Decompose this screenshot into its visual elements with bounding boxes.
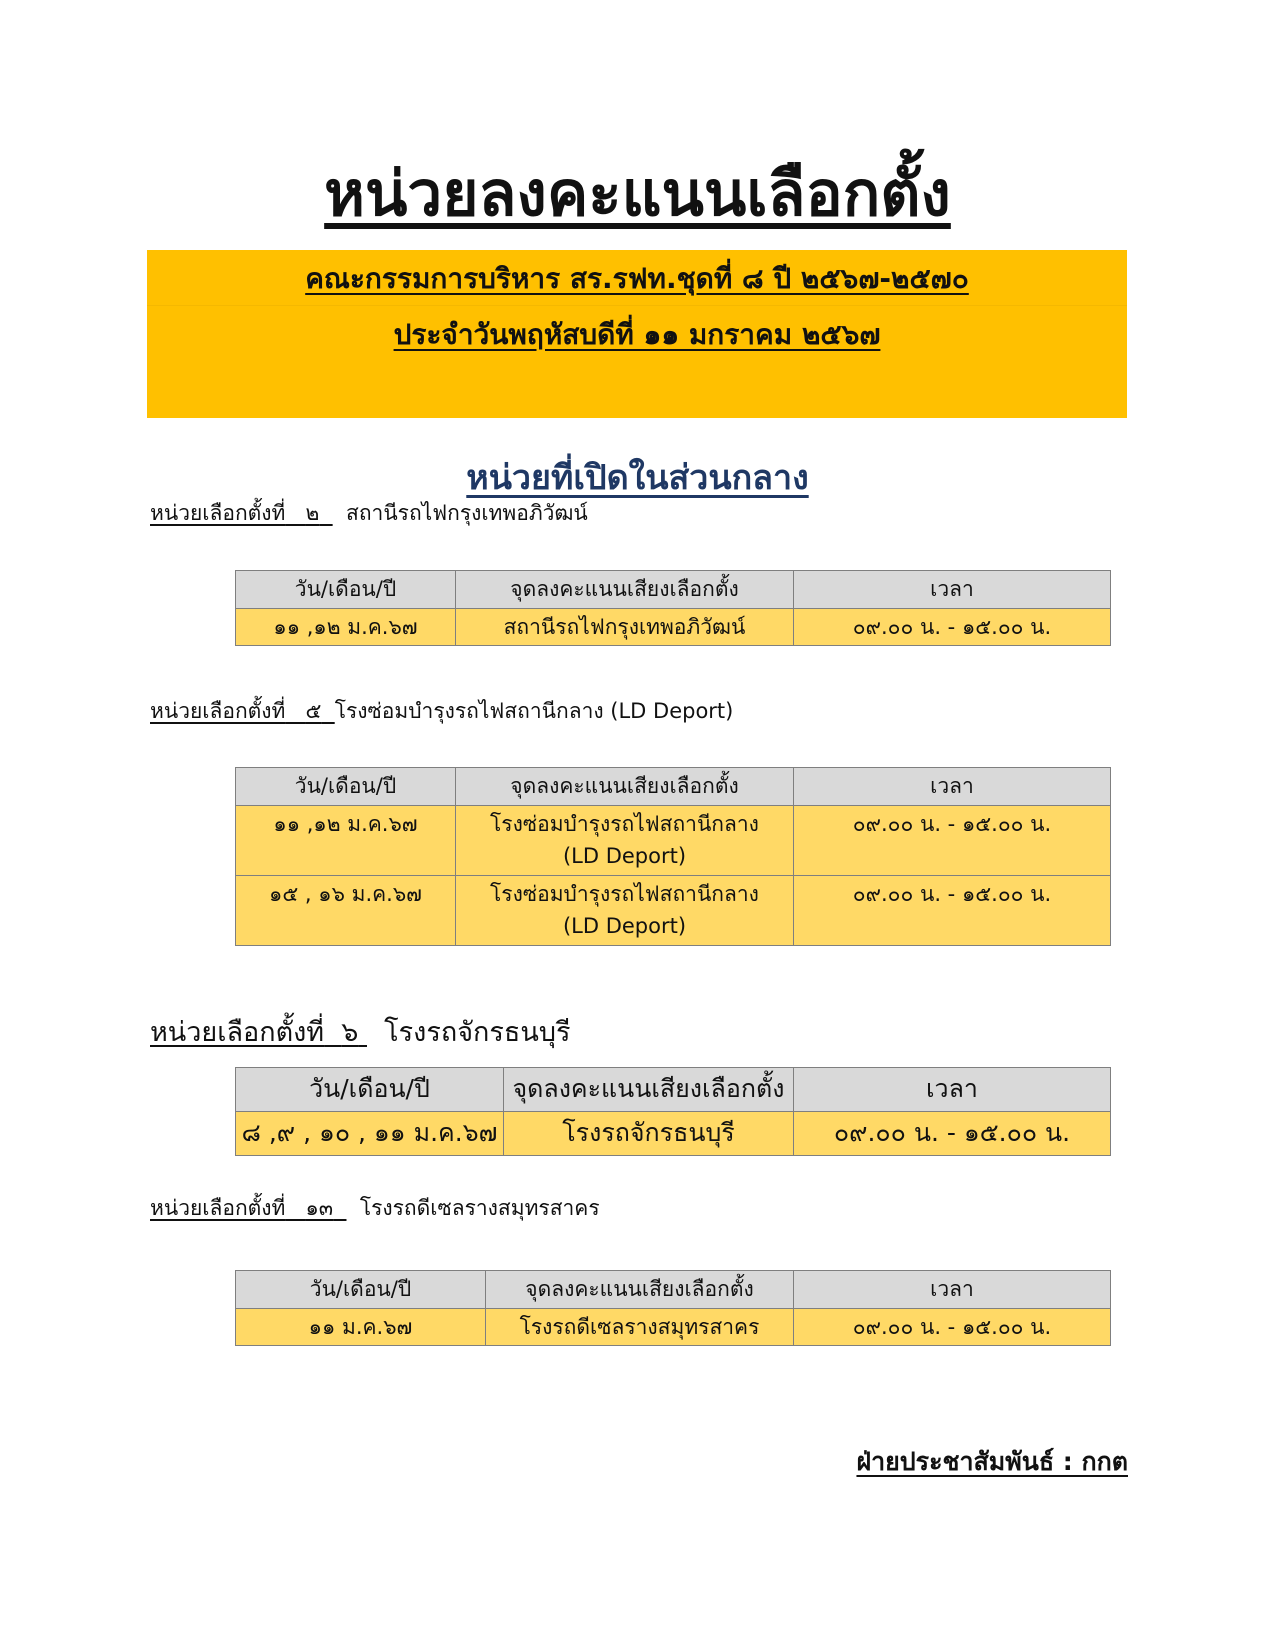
cell-time: ๐๙.๐๐ น. - ๑๕.๐๐ น. [794,1308,1111,1346]
table-header-row [236,768,1111,806]
unit-heading-13 [150,1192,600,1225]
schedule-table-unit-2 [235,570,1111,646]
banner-divider [147,305,1127,306]
footer-credit: ฝ่ายประชาสัมพันธ์ : กกต [856,1447,1128,1476]
table-row [236,608,1111,646]
unit-label: หน่วยเลือกตั้งที่ ๕ [150,699,322,723]
cell-location: โรงรถดีเซลรางสมุทรสาคร [486,1308,794,1346]
cell-time: ๐๙.๐๐ น. - ๑๕.๐๐ น. [794,875,1111,945]
table-header-row [236,1271,1111,1309]
unit-heading-2 [150,497,588,530]
schedule-table-unit-6 [235,1067,1111,1156]
table-row [236,875,1111,945]
cell-location: สถานีรถไฟกรุงเทพอภิวัฒน์ [456,608,794,646]
header-location: จุดลงคะแนนเสียงเลือกตั้ง [456,768,794,806]
unit-heading-6 [150,1010,570,1053]
schedule-table-unit-13 [235,1270,1111,1346]
cell-time: ๐๙.๐๐ น. - ๑๕.๐๐ น. [794,805,1111,875]
unit-name: สถานีรถไฟกรุงเทพอภิวัฒน์ [346,501,588,525]
cell-location: โรงซ่อมบำรุงรถไฟสถานีกลาง (LD Deport) [456,875,794,945]
header-time: เวลา [794,1271,1111,1309]
table-header-row [236,1068,1111,1112]
header-location: จุดลงคะแนนเสียงเลือกตั้ง [486,1271,794,1309]
header-banner [147,250,1127,418]
table-header-row [236,571,1111,609]
header-time: เวลา [794,1068,1111,1112]
unit-name: โรงรถจักรธนบุรี [384,1017,571,1048]
header-time: เวลา [794,768,1111,806]
table-row [236,1308,1111,1346]
header-date: วัน/เดือน/ปี [236,571,456,609]
cell-date: ๑๕ , ๑๖ ม.ค.๖๗ [236,875,456,945]
schedule-table-unit-5 [235,767,1111,946]
unit-label: หน่วยเลือกตั้งที่ ๖ [150,1017,359,1048]
cell-date: ๘ ,๙ , ๑๐ , ๑๑ ม.ค.๖๗ [236,1111,504,1155]
unit-label: หน่วยเลือกตั้งที่ ๒ [150,501,320,525]
header-date: วัน/เดือน/ปี [236,1271,486,1309]
section-subtitle: หน่วยที่เปิดในส่วนกลาง [466,458,809,498]
cell-time: ๐๙.๐๐ น. - ๑๕.๐๐ น. [794,1111,1111,1155]
page-title: หน่วยลงคะแนนเลือกตั้ง [324,157,951,230]
header-date: วัน/เดือน/ปี [236,768,456,806]
table-row [236,1111,1111,1155]
header-location: จุดลงคะแนนเสียงเลือกตั้ง [504,1068,794,1112]
unit-label: หน่วยเลือกตั้งที่ ๑๓ [150,1196,334,1220]
header-location: จุดลงคะแนนเสียงเลือกตั้ง [456,571,794,609]
header-time: เวลา [794,571,1111,609]
banner-line-date: ประจำวันพฤหัสบดีที่ ๑๑ มกราคม ๒๕๖๗ [393,318,881,351]
unit-heading-5 [150,695,733,728]
cell-location: โรงรถจักรธนบุรี [504,1111,794,1155]
cell-date: ๑๑ ,๑๒ ม.ค.๖๗ [236,805,456,875]
unit-name: โรงซ่อมบำรุงรถไฟสถานีกลาง (LD Deport) [334,699,734,723]
cell-date: ๑๑ ,๑๒ ม.ค.๖๗ [236,608,456,646]
cell-location: โรงซ่อมบำรุงรถไฟสถานีกลาง (LD Deport) [456,805,794,875]
cell-time: ๐๙.๐๐ น. - ๑๕.๐๐ น. [794,608,1111,646]
unit-name: โรงรถดีเซลรางสมุทรสาคร [359,1196,600,1220]
cell-date: ๑๑ ม.ค.๖๗ [236,1308,486,1346]
banner-line-committee: คณะกรรมการบริหาร สร.รฟท.ชุดที่ ๘ ปี ๒๕๖๗-๒๕๗๐ [305,262,969,295]
header-date: วัน/เดือน/ปี [236,1068,504,1112]
table-row [236,805,1111,875]
